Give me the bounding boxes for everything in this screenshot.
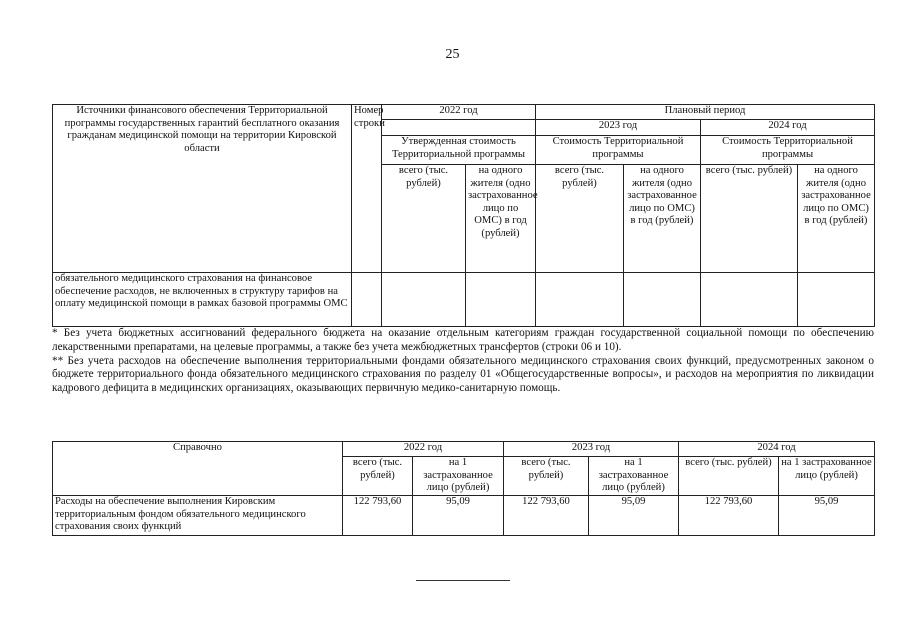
header-year-2024: 2024 год	[701, 120, 875, 136]
value-total-2023: 122 793,60	[504, 496, 589, 536]
cell-empty	[798, 273, 875, 327]
header-row-number: Номер строки	[352, 105, 382, 273]
cell-empty	[352, 273, 382, 327]
cell-empty	[466, 273, 536, 327]
header-cost-2024: Стоимость Территориальной программы	[701, 136, 875, 165]
col-per-insured-2024: на 1 застрахованное лицо (рублей)	[779, 457, 875, 496]
cell-empty	[382, 273, 466, 327]
bottom-divider	[416, 580, 510, 581]
value-per-insured-2024: 95,09	[779, 496, 875, 536]
reference-table	[52, 441, 875, 536]
header-year-2022: 2022 год	[382, 105, 536, 120]
col-per-insured-2023: на 1 застрахованное лицо (рублей)	[589, 457, 679, 496]
col-total-2024: всего (тыс. рублей)	[701, 165, 798, 273]
cell-empty	[624, 273, 701, 327]
col-total-2022: всего (тыс. рублей)	[382, 165, 466, 273]
header-year-2023: 2023 год	[504, 442, 679, 457]
header-empty-2022	[382, 120, 536, 136]
cell-empty	[536, 273, 624, 327]
col-total-2023: всего (тыс. рублей)	[536, 165, 624, 273]
footnote-2: ** Без учета расходов на обеспечение выполнения территориальными фондами обязательного медицинского страхования своих функций, предусмотренных законом о бюджете территориального фонда обязательного медицинского страхования по разделу 01 «Общегосударственные вопросы», и расходов на мероприятия по ликвидации кадрового дефицита в медицинских организациях, оказывающих первичную медико-санитарную помощь.	[52, 354, 874, 395]
value-per-insured-2022: 95,09	[413, 496, 504, 536]
cell-empty	[701, 273, 798, 327]
col-per-resident-2024: на одного жителя (одно застрахованное лицо по ОМС) в год (рублей)	[798, 165, 875, 273]
col-per-insured-2022: на 1 застрахованное лицо (рублей)	[413, 457, 504, 496]
footnote-1: * Без учета бюджетных ассигнований федерального бюджета на оказание отдельным категориям граждан государственной социальной помощи по обеспечению лекарственными препаратами, на целевые программы, а также без учета межбюджетных трансфертов (строки 06 и 10).	[52, 327, 874, 353]
header-year-2022: 2022 год	[343, 442, 504, 457]
page-number: 25	[445, 47, 460, 62]
header-planned-period: Плановый период	[536, 105, 875, 120]
col-total-2024: всего (тыс. рублей)	[679, 457, 779, 496]
financing-sources-table	[52, 104, 875, 327]
row-fund-expenses-label: Расходы на обеспечение выполнения Кировским территориальным фондом обязательного медицинского страхования своих функций	[53, 496, 343, 536]
col-per-resident-2023: на одного жителя (одно застрахованное лицо по ОМС) в год (рублей)	[624, 165, 701, 273]
col-total-2022: всего (тыс. рублей)	[343, 457, 413, 496]
value-total-2022: 122 793,60	[343, 496, 413, 536]
header-reference: Справочно	[53, 442, 343, 496]
header-source: Источники финансового обеспечения Территориальной программы государственных гарантий бесплатного оказания гражданам медицинской помощи на территории Кировской области	[53, 105, 352, 273]
value-total-2024: 122 793,60	[679, 496, 779, 536]
header-cost-2023: Стоимость Территориальной программы	[536, 136, 701, 165]
header-approved-cost: Утвержденная стоимость Территориальной программы	[382, 136, 536, 165]
col-total-2023: всего (тыс. рублей)	[504, 457, 589, 496]
row-oms-text: обязательного медицинского страхования на финансовое обеспечение расходов, не включенных в структуру тарифов на оплату медицинской помощи в рамках базовой программы ОМС	[53, 273, 352, 327]
header-year-2023: 2023 год	[536, 120, 701, 136]
footnotes	[52, 327, 874, 396]
col-per-resident-2022: на одного жителя (одно застрахованное лицо по ОМС) в год (рублей)	[466, 165, 536, 273]
header-year-2024: 2024 год	[679, 442, 875, 457]
value-per-insured-2023: 95,09	[589, 496, 679, 536]
